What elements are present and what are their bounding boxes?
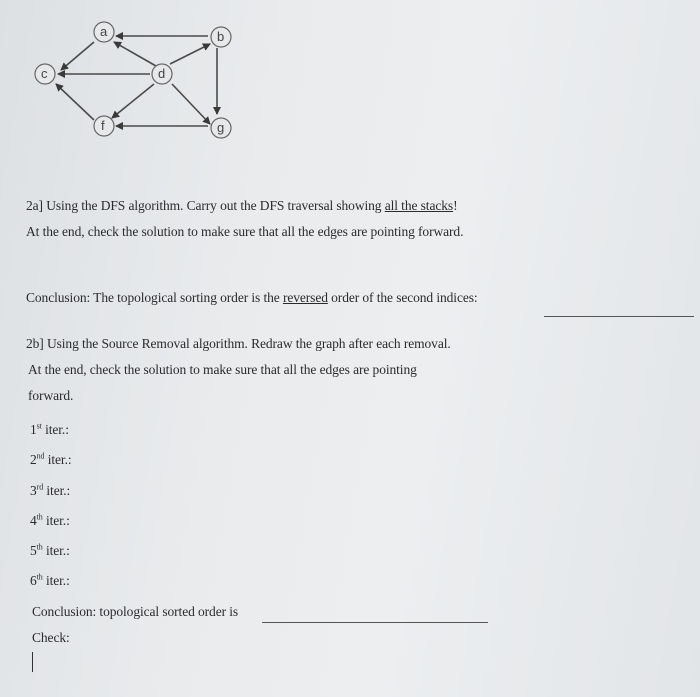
reversed-text: reversed <box>282 290 328 305</box>
all-the-stacks-text: all the stacks <box>384 198 454 213</box>
conclusion2: Conclusion: topological sorted order is <box>32 604 239 619</box>
edge-d-f <box>112 84 154 118</box>
check-label: Check: <box>32 630 70 645</box>
edge-d-b <box>170 44 210 64</box>
conclusion1-answer-line[interactable] <box>544 316 694 317</box>
node-c-label: c <box>41 66 48 81</box>
node-g-label: g <box>217 120 225 135</box>
q2a-prefix: 2a] Using the DFS algorithm. Carry out the DFS traversal showing <box>26 198 385 213</box>
node-d-label: d <box>158 66 166 81</box>
edge-a-c <box>61 42 94 70</box>
conclusion1-prefix: Conclusion: The topological sorting order is the <box>26 290 283 305</box>
iter-5: 5th iter.: <box>30 542 70 558</box>
iter-2: 2nd iter.: <box>30 451 72 467</box>
edge-f-c <box>56 84 94 120</box>
q2a-line2: At the end, check the solution to make sure that all the edges are pointing forward. <box>26 224 464 239</box>
q2a-line1 <box>26 198 457 214</box>
edge-d-a <box>114 42 156 66</box>
edge-d-g <box>172 84 210 124</box>
conclusion1 <box>26 290 478 306</box>
q2a-suffix: ! <box>453 198 458 213</box>
node-a-label: a <box>100 24 108 39</box>
iter-3: 3rd iter.: <box>30 482 71 498</box>
q2b-line1: 2b] Using the Source Removal algorithm. Redraw the graph after each removal. <box>26 336 451 351</box>
node-f-label: f <box>101 118 105 133</box>
conclusion2-answer-line[interactable] <box>262 622 488 623</box>
q2b-line2: At the end, check the solution to make sure that all the edges are pointing <box>28 362 417 377</box>
iter-6: 6th iter.: <box>30 572 70 588</box>
q2b-line3: forward. <box>28 388 74 403</box>
iter-1: 1st iter.: <box>30 421 69 437</box>
graph-diagram <box>0 0 260 160</box>
iter-4: 4th iter.: <box>30 512 70 528</box>
text-cursor[interactable] <box>32 652 33 672</box>
conclusion1-suffix: order of the second indices: <box>327 290 478 305</box>
node-b-label: b <box>217 29 225 44</box>
